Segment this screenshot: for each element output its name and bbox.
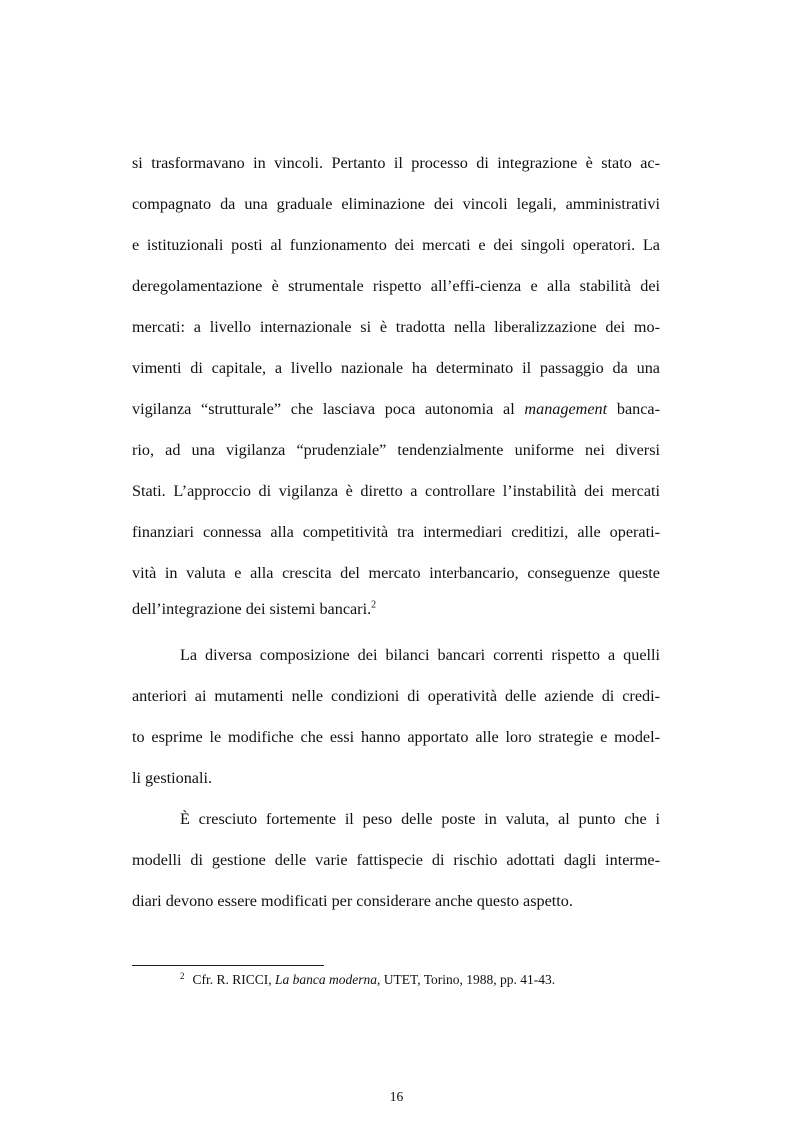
page-number: 16 <box>389 1089 404 1104</box>
paragraph-1-line-3: e istituzionali posti al funzionamento dei mercati e dei singoli operatori. La <box>132 236 660 254</box>
line-7-text-after: banca- <box>607 400 660 418</box>
paragraph-1-line-6: vimenti di capitale, a livello nazionale ha determinato il passaggio da una <box>132 359 660 377</box>
paragraph-2-line-2: anteriori ai mutamenti nelle condizioni di operatività delle aziende di credi- <box>132 687 660 705</box>
paragraph-1-line-4: deregolamentazione è strumentale rispetto all’effi-cienza e alla stabilità dei <box>132 277 660 295</box>
paragraph-3-line-3: diari devono essere modificati per considerare anche questo aspetto. <box>132 892 573 910</box>
footnote-reference[interactable]: 2 <box>371 599 377 611</box>
paragraph-1-line-12 <box>132 599 660 619</box>
paragraph-3-line-2: modelli di gestione delle varie fattispecie di rischio adottati dagli interme- <box>132 851 660 869</box>
paragraph-1-line-11: vità in valuta e alla crescita del mercato interbancario, conseguenze queste <box>132 564 660 582</box>
paragraph-1-line-10: finanziari connessa alla competitività tra intermediari creditizi, alle operati- <box>132 523 660 541</box>
paragraph-2-line-3: to esprime le modifiche che essi hanno apportato alle loro strategie e model- <box>132 728 660 746</box>
footnote-text-before: Cfr. R. RICCI, <box>192 972 276 987</box>
paragraph-1-line-7 <box>132 399 660 419</box>
paragraph-1-line-9: Stati. L’approccio di vigilanza è diretto a controllare l’instabilità dei mercati <box>132 482 660 500</box>
footnote-book-title: La banca moderna <box>275 972 378 987</box>
paragraph-2-line-4: li gestionali. <box>132 769 213 787</box>
footnote-number: 2 <box>180 970 185 981</box>
paragraph-2-line-1: La diversa composizione dei bilanci bancari correnti rispetto a quelli <box>180 646 660 664</box>
line-12-text: dell’integrazione dei sistemi bancari. <box>132 600 372 618</box>
paragraph-1-line-2: compagnato da una graduale eliminazione dei vincoli legali, amministrativi <box>132 195 660 213</box>
paragraph-1-line-1: si trasformavano in vincoli. Pertanto il processo di integrazione è stato ac- <box>132 154 660 172</box>
footnote <box>180 970 555 990</box>
paragraph-3-line-1: È cresciuto fortemente il peso delle poste in valuta, al punto che i <box>180 810 660 828</box>
footnote-text-after: , UTET, Torino, 1988, pp. 41-43. <box>377 972 556 987</box>
paragraph-1-line-5: mercati: a livello internazionale si è tradotta nella liberalizzazione dei mo- <box>132 318 660 336</box>
footnote-divider <box>132 965 324 966</box>
line-7-text-before: vigilanza “strutturale” che lasciava poca autonomia al <box>132 400 525 418</box>
italic-term-management: management <box>524 400 608 418</box>
paragraph-1-line-8: rio, ad una vigilanza “prudenziale” tendenzialmente uniforme nei diversi <box>132 441 660 459</box>
